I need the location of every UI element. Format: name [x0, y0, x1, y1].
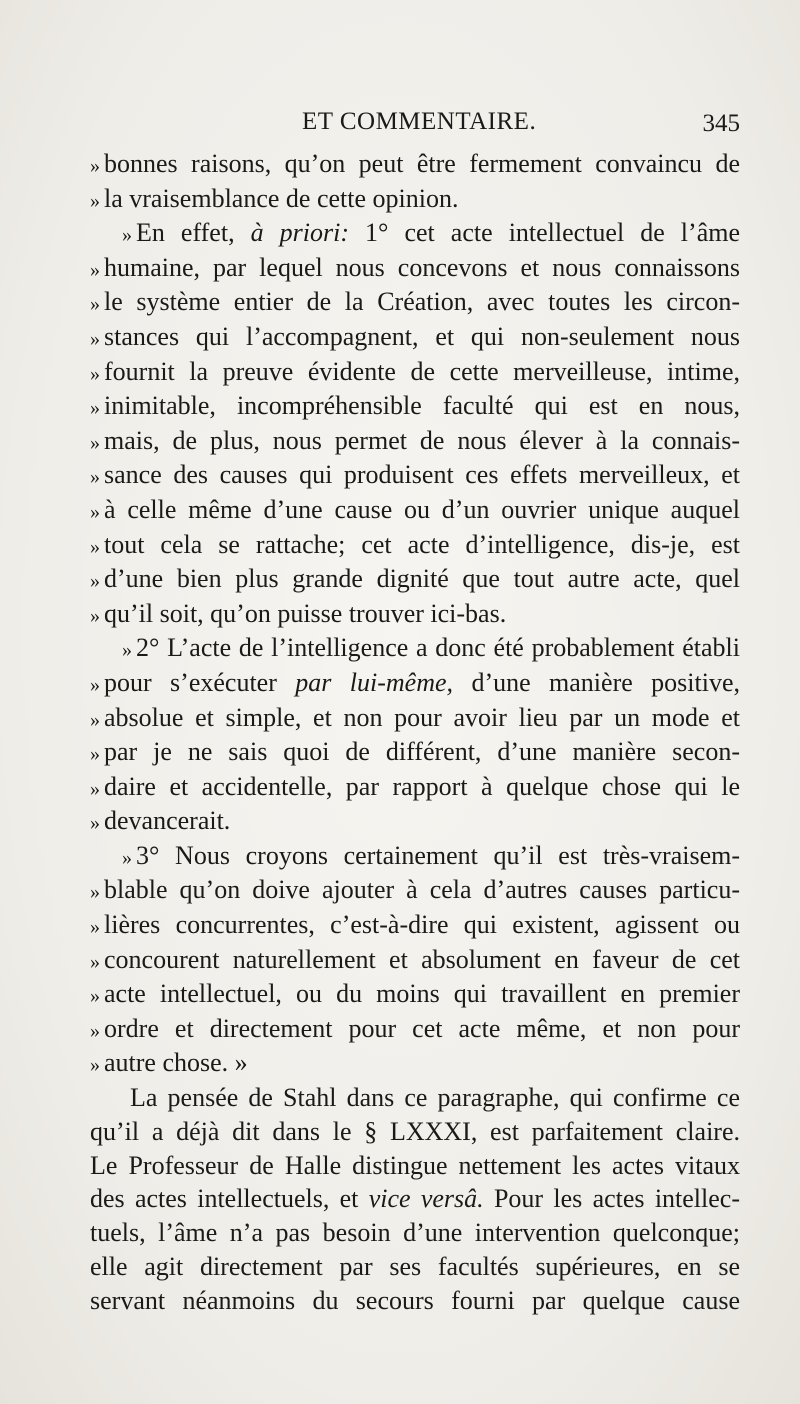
text-line: » à celle même d’une cause ou d’un ouvrier unique auquel — [90, 494, 740, 524]
page-number: 345 — [702, 110, 740, 137]
text-line: » pour s’exécuter par lui-même, d’une manière positive, — [90, 667, 740, 697]
text-line: qu’il a déjà dit dans le § LXXXI, est parfaitement claire. — [90, 1116, 740, 1146]
text-line: » autre chose. » — [90, 1048, 248, 1078]
text-line: Le Professeur de Halle distingue nettement les actes vitaux — [90, 1150, 740, 1180]
italic-phrase: par lui-même, — [295, 667, 454, 697]
text-line: elle agit directement par ses facultés supérieures, en se — [90, 1252, 740, 1282]
text-line: » bonnes raisons, qu’on peut être fermement convaincu de — [90, 149, 740, 178]
text-line: La pensée de Stahl dans ce paragraphe, qui confirme ce — [130, 1083, 740, 1113]
text-line: » devancerait. — [90, 806, 231, 836]
text-line: servant néanmoins du secours fourni par quelque cause — [90, 1285, 740, 1315]
text-line: » mais, de plus, nous permet de nous élever à la connais- — [90, 425, 740, 455]
text-line: » inimitable, incompréhensible faculté qui est en nous, — [90, 391, 740, 421]
running-head: ET COMMENTAIRE. — [302, 108, 537, 135]
page-header — [90, 108, 740, 148]
paragraph — [90, 631, 740, 839]
italic-phrase: à priori: — [250, 218, 349, 248]
text-line: » concourent naturellement et absolument en faveur de cet — [90, 944, 740, 974]
paragraph — [90, 839, 740, 1081]
italic-phrase: vice versâ. — [368, 1184, 484, 1214]
body-text — [90, 147, 740, 1318]
text-line: » acte intellectuel, ou du moins qui travaillent en premier — [90, 979, 740, 1009]
text-line: des actes intellectuels, et vice versâ. Pour les actes intellec- — [90, 1184, 740, 1214]
paragraph — [90, 147, 740, 216]
text-line: » 2° L’acte de l’intelligence a donc été probablement établi — [122, 633, 740, 663]
text-line: » stances qui l’accompagnent, et qui non-seulement nous — [90, 321, 740, 351]
text-line: » sance des causes qui produisent ces effets merveilleux, et — [90, 460, 740, 490]
text-line: » tout cela se rattache; cet acte d’intelligence, dis-je, est — [90, 529, 740, 559]
text-line: » le système entier de la Création, avec toutes les circon- — [90, 287, 740, 317]
text-line: » fournit la preuve évidente de cette merveilleuse, intime, — [90, 356, 740, 386]
text-line: » qu’il soit, qu’on puisse trouver ici-bas. — [90, 598, 507, 628]
text-line: » par je ne sais quoi de différent, d’une manière secon- — [90, 737, 740, 767]
text-line: » absolue et simple, et non pour avoir lieu par un mode et — [90, 702, 740, 732]
paragraph — [90, 1081, 740, 1318]
text-line: tuels, l’âme n’a pas besoin d’une intervention quelconque; — [90, 1218, 740, 1248]
text-line: » humaine, par lequel nous concevons et nous connaissons — [90, 252, 740, 282]
text-line: » blable qu’on doive ajouter à cela d’autres causes particu- — [90, 875, 740, 905]
text-line: » lières concurrentes, c’est-à-dire qui existent, agissent ou — [90, 910, 740, 940]
text-line: » la vraisemblance de cette opinion. — [90, 183, 459, 213]
text-line: » ordre et directement pour cet acte même, et non pour — [90, 1013, 740, 1043]
text-line: » En effet, à priori: 1° cet acte intellectuel de l’âme — [122, 218, 740, 248]
paragraph — [90, 216, 740, 631]
text-line: » daire et accidentelle, par rapport à quelque chose qui le — [90, 771, 740, 801]
text-line: » d’une bien plus grande dignité que tout autre acte, quel — [90, 564, 740, 594]
text-line: » 3° Nous croyons certainement qu’il est très-vraisem- — [122, 840, 740, 870]
